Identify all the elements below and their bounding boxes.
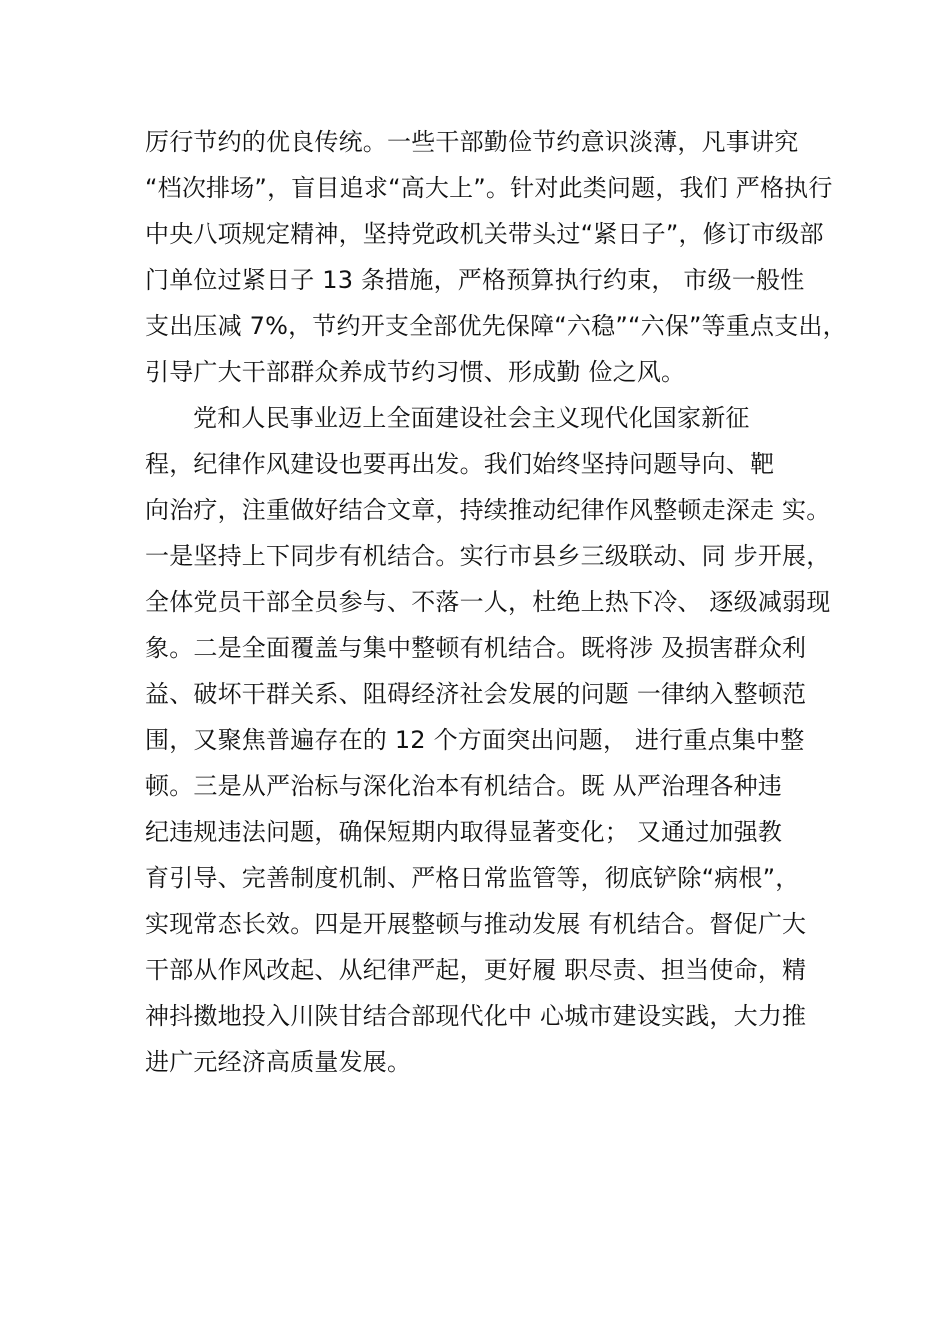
text-line: 门单位过紧日子 13 条措施，严格预算执行约束， 市级一般性 — [145, 266, 805, 294]
text-line: 全体党员干部全员参与、不落一人，杜绝上热下冷、 逐级减弱现 — [145, 588, 831, 616]
text-line: 实现常态长效。四是开展整顿与推动发展 有机结合。督促广大 — [145, 910, 807, 938]
text-line: “档次排场”，盲目追求“高大上”。针对此类问题，我们 严格执行 — [145, 174, 833, 202]
text-line: 育引导、完善制度机制、严格日常监管等，彻底铲除“病根”， — [145, 864, 800, 892]
text-line: 纪违规违法问题，确保短期内取得显著变化； 又通过加强教 — [145, 818, 783, 846]
text-line: 支出压减 7%，节约开支全部优先保障“六稳”“六保”等重点支出， — [145, 312, 847, 340]
text-line: 围，又聚焦普遍存在的 12 个方面突出问题， 进行重点集中整 — [145, 726, 805, 754]
text-line: 神抖擞地投入川陕甘结合部现代化中 心城市建设实践，大力推 — [145, 1002, 807, 1030]
text-line: 向治疗，注重做好结合文章，持续推动纪律作风整顿走深走 实。 — [145, 496, 831, 524]
text-line: 象。二是全面覆盖与集中整顿有机结合。既将涉 及损害群众利 — [145, 634, 807, 662]
text-line: 进广元经济高质量发展。 — [145, 1048, 412, 1076]
text-line: 干部从作风改起、从纪律严起，更好履 职尽责、担当使命，精 — [145, 956, 807, 984]
text-line: 中央八项规定精神，坚持党政机关带头过“紧日子”，修订市级部 — [145, 220, 824, 248]
text-line: 引导广大干部群众养成节约习惯、形成勤 俭之风。 — [145, 358, 686, 386]
text-line: 党和人民事业迈上全面建设社会主义现代化国家新征 — [193, 404, 750, 432]
text-line: 顿。三是从严治标与深化治本有机结合。既 从严治理各种违 — [145, 772, 783, 800]
text-line: 厉行节约的优良传统。一些干部勤俭节约意识淡薄，凡事讲究 — [145, 128, 799, 156]
text-line: 程，纪律作风建设也要再出发。我们始终坚持问题导向、靶 — [145, 450, 775, 478]
text-line: 益、破坏干群关系、阻碍经济社会发展的问题 一律纳入整顿范 — [145, 680, 807, 708]
text-line: 一是坚持上下同步有机结合。实行市县乡三级联动、同 步开展， — [145, 542, 831, 570]
